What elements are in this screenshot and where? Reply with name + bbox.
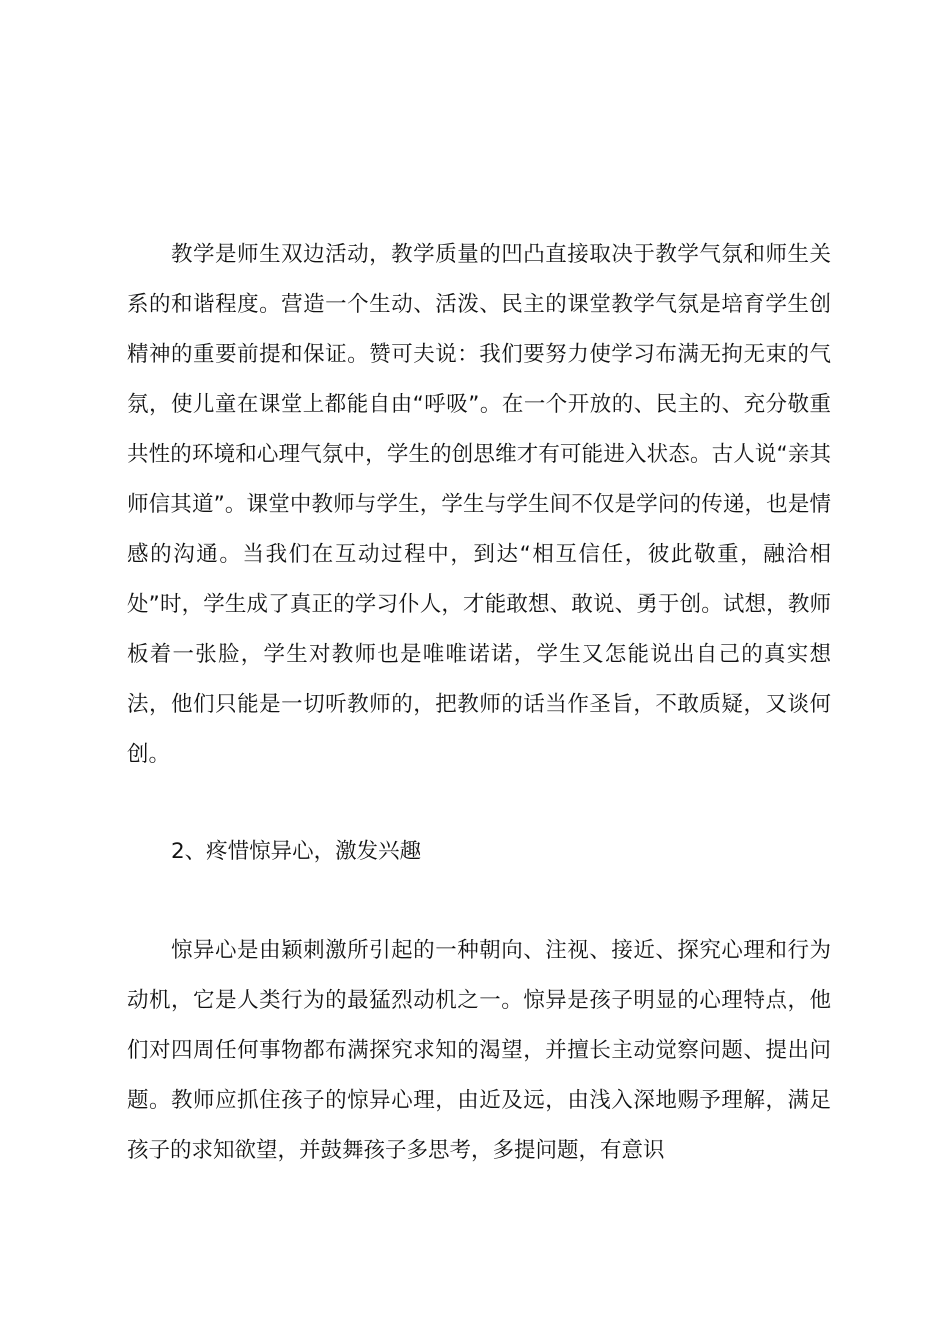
body-paragraph-2: 惊异心是由颖刺激所引起的一种朝向、注视、接近、探究心理和行为动机，它是人类行为的最猛烈动机之一。惊异是孩子明显的心理特点，他们对四周任何事物都布满探究求知的渴望，并擅长主动觉察问题、提出问题。教师应抓住孩子的惊异心理，由近及远，由浅入深地赐予理解，满足孩子的求知欲望，并鼓舞孩子多思考，多提问题，有意识 [127, 938, 831, 1163]
body-paragraph-1: 教学是师生双边活动，教学质量的凹凸直接取决于教学气氛和师生关系的和谐程度。营造一个生动、活泼、民主的课堂教学气氛是培育学生创精神的重要前提和保证。赞可夫说：我们要努力使学习布满无拘无束的气氛，使儿童在课堂上都能自由“呼吸”。在一个开放的、民主的、充分敬重共性的环境和心理气氛中，学生的创思维才有可能进入状态。古人说“亲其师信其道”。课堂中教师与学生，学生与学生间不仅是学问的传递，也是情感的沟通。当我们在互动过程中，到达“相互信任，彼此敬重，融洽相处”时，学生成了真正的学习仆人，才能敢想、敢说、勇于创。试想，教师板着一张脸，学生对教师也是唯唯诺诺，学生又怎能说出自己的真实想法，他们只能是一切听教师的，把教师的话当作圣旨，不敢质疑，又谈何创。 [127, 242, 831, 767]
section-heading-2: 2、疼惜惊异心，激发兴趣 [171, 839, 422, 864]
